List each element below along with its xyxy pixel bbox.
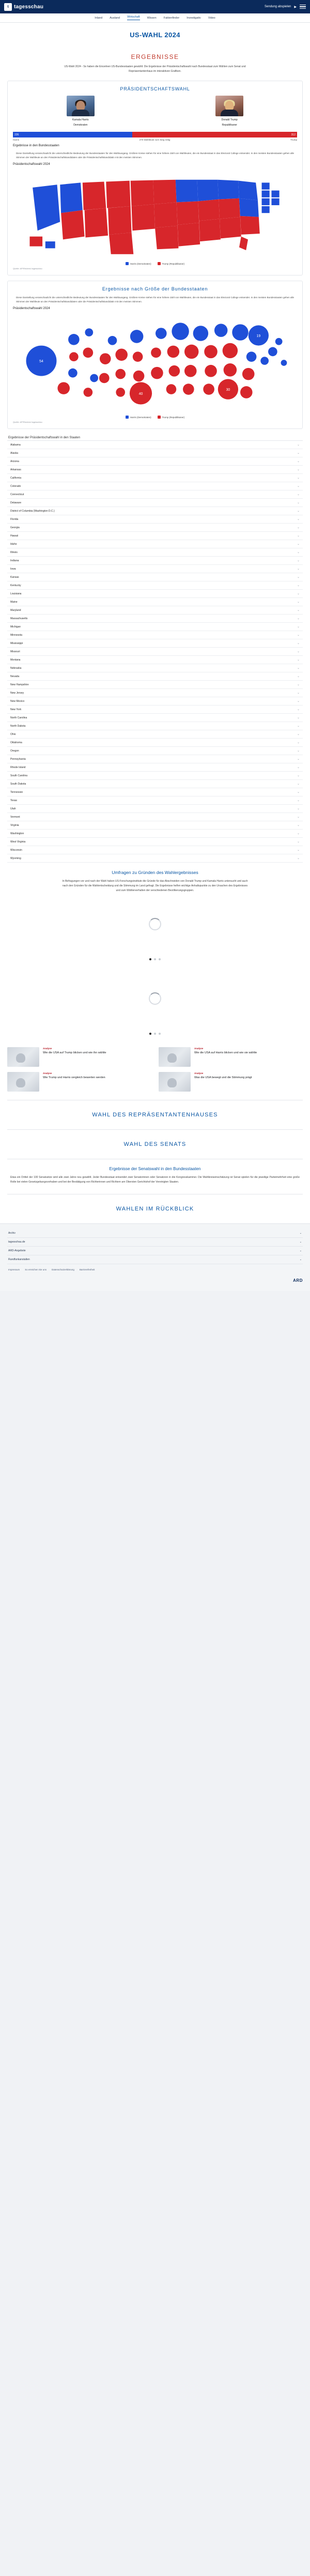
state-name: New Hampshire [10,683,29,686]
senate-heading: WAHL DES SENATS [123,1141,187,1148]
teaser-headline: Wie die USA auf Trump blicken und wie ihn wählte [43,1051,106,1055]
state-accordion-item[interactable] [7,747,303,755]
chevron-down-icon[interactable]: ⌄ [297,576,300,579]
bubble-legend-harris [126,416,151,419]
electoral-bar-trump: 312 [132,132,297,137]
state-name: Connecticut [10,493,24,496]
legend-harris: Harris [13,139,19,141]
state-accordion-item[interactable] [7,507,303,515]
us-map-svg [13,168,297,261]
state-accordion-item[interactable] [7,830,303,838]
electoral-bar [13,132,297,137]
state-accordion-item[interactable] [7,540,303,548]
candidate-name: Kamala Harris [72,118,89,121]
chevron-down-icon[interactable]: ⌄ [297,510,300,513]
candidates-row [13,96,297,127]
bubble-description: Diese Darstellung veranschaulicht die unterschiedliche Bedeutung der Bundesstaaten für den Wahlausgang. Größere Kreise stehen für eine höhere Zahl von Wahlleuten, die ein Bundesstaat in das Electoral College entsendet. In den meisten Bundesstaaten gehen alle Stimmen der Wahlleute an den Präsidentschaftskandidaten oder die Präsidentschaftskandidatin mit den meisten Stimmen. [16,296,294,303]
state-accordion-item[interactable] [7,772,303,780]
nav-item-ausland[interactable]: Ausland [110,16,120,20]
logo-letter: t [7,5,9,9]
footer-link[interactable]: So erreichen Sie uns [25,1268,47,1271]
teaser-headline: Was die USA bewegt und die Stimmung prägt [194,1076,252,1080]
logo-mark-icon [4,3,12,11]
footer-link[interactable]: Datenschutzerklärung [52,1268,74,1271]
retrospect-section [0,1194,310,1223]
presidential-card [7,81,303,275]
polls-heading: Umfragen zu Gründen des Wahlergebnisses [112,870,198,876]
state-accordion-item[interactable] [7,788,303,796]
candidate-harris [17,96,144,127]
chevron-down-icon[interactable]: ⌄ [297,700,300,703]
chevron-down-icon[interactable]: ⌄ [297,625,300,629]
state-accordion-item[interactable] [7,755,303,763]
state-name: South Dakota [10,782,26,786]
teaser-thumbnail [159,1047,191,1067]
chevron-down-icon[interactable]: ⌄ [297,799,300,803]
chevron-down-icon[interactable]: ⌄ [297,634,300,637]
state-name: Maryland [10,608,21,612]
chevron-down-icon[interactable]: ⌄ [297,692,300,695]
state-accordion-item[interactable] [7,706,303,714]
chevron-down-icon[interactable]: ⌄ [297,658,300,662]
state-name: Kansas [10,575,19,579]
footer-link[interactable]: Impressum [8,1268,20,1271]
state-name: Wyoming [10,856,21,860]
chevron-down-icon[interactable]: ⌄ [297,849,300,852]
state-name: Minnesota [10,633,23,637]
chevron-down-icon[interactable]: ⌄ [299,1249,302,1253]
state-accordion-item[interactable] [7,606,303,615]
footer-link[interactable]: Barrierefreiheit [79,1268,95,1271]
chevron-down-icon[interactable]: ⌄ [297,526,300,530]
house-heading: WAHL DES REPRÄSENTANTENHAUSES [92,1112,218,1118]
chevron-down-icon[interactable]: ⌄ [297,749,300,753]
chevron-down-icon[interactable]: ⌄ [297,716,300,720]
state-accordion-item[interactable] [7,474,303,482]
avatar [215,96,243,116]
state-accordion-item[interactable] [7,457,303,466]
bubble-legend-trump [158,416,185,419]
state-name: Tennessee [10,790,23,794]
chevron-down-icon[interactable]: ⌄ [297,816,300,819]
chevron-down-icon[interactable]: ⌄ [297,584,300,588]
footer-section-row[interactable] [7,1238,303,1247]
map-legend-trump [158,262,185,265]
teaser-thumbnail [7,1072,39,1092]
state-accordion-item[interactable] [7,631,303,639]
state-accordion-item[interactable] [7,846,303,854]
chevron-down-icon[interactable]: ⌄ [297,609,300,612]
presidential-heading: PRÄSIDENTSCHAFTSWAHL [120,86,190,91]
state-accordion-item[interactable] [7,689,303,697]
state-accordion-item[interactable] [7,730,303,739]
legend-swatch-red [158,416,161,419]
legend-label: Trump (Republikaner) [162,416,185,419]
carousel-dot[interactable] [154,958,156,960]
carousel-dot[interactable] [159,958,161,960]
footer-section-label: ARD-Angebote [8,1249,26,1253]
teaser-card[interactable] [159,1047,303,1067]
chevron-down-icon[interactable]: ⌄ [297,766,300,770]
us-bubble-cartogram[interactable] [13,311,297,415]
state-name: Colorado [10,484,21,488]
chevron-down-icon[interactable]: ⌄ [297,543,300,546]
chevron-down-icon[interactable]: ⌄ [297,559,300,563]
state-name: Idaho [10,542,17,546]
state-accordion-item[interactable] [7,838,303,846]
top-bar [0,0,310,13]
chevron-down-icon[interactable]: ⌄ [299,1240,302,1244]
state-name: District of Columbia (Washington D.C.) [10,509,55,513]
teaser-card[interactable] [159,1072,303,1092]
chevron-down-icon[interactable]: ⌄ [297,840,300,844]
retrospect-heading: WAHLEN IM RÜCKBLICK [116,1206,194,1213]
state-accordion-item[interactable] [7,441,303,449]
ard-logo: ARD [293,1278,303,1283]
chevron-down-icon[interactable]: ⌄ [297,642,300,646]
state-name: Oklahoma [10,741,22,744]
chevron-down-icon[interactable]: ⌄ [297,592,300,596]
hamburger-menu-icon[interactable] [300,5,306,9]
polls-section [0,863,310,1044]
chevron-down-icon[interactable]: ⌄ [297,725,300,728]
chevron-down-icon[interactable]: ⌄ [297,667,300,670]
carousel-dot[interactable] [149,958,151,960]
avatar [67,96,95,116]
results-intro: US-Wahl 2024 - So haben die Einzelnen US-Bundesstaaten gewählt: Die Ergebnisse der Präsidentschaftswahl nach Bundesstaat zum Wählen zum Senat und Repräsentantenhaus im interaktiven Grafiken. [64,65,246,73]
carousel-dot[interactable] [154,1033,156,1035]
main-nav [0,13,310,23]
electoral-bar-legend [13,139,297,141]
chevron-down-icon[interactable]: ⌄ [297,733,300,737]
chevron-down-icon[interactable]: ⌄ [297,501,300,505]
state-accordion-item[interactable] [7,524,303,532]
nav-item-investigativ[interactable]: Investigativ [187,16,201,20]
state-name: Montana [10,658,21,662]
state-name: Missouri [10,650,20,653]
map-section-description: Diese Darstellung veranschaulicht die unterschiedliche Bedeutung der Bundesstaaten für den Wahlausgang. Größere Kreise stehen für eine höhere Zahl von Wahlleuten, die ein Bundesstaat in das Electoral College entsendet. In den meisten Bundesstaaten gehen alle Stimmen der Wahlleute an den Präsidentschaftskandidaten oder die Präsidentschaftskandidatin mit den meisten Stimmen. [16,152,294,159]
results-heading: ERGEBNISSE [131,53,179,60]
bubble-source: Quelle: AP/Reuters/ tagesschau [13,421,42,424]
state-accordion-item[interactable] [7,623,303,631]
state-name: South Carolina [10,774,28,777]
nav-item-faktenfinder[interactable]: Faktenfinder [163,16,180,20]
footer-section-label: Archiv [8,1232,16,1235]
state-name: Rhode Island [10,765,26,769]
chevron-down-icon[interactable]: ⌄ [297,460,300,464]
state-accordion-item[interactable] [7,565,303,573]
state-accordion-item[interactable] [7,681,303,689]
chevron-down-icon[interactable]: ⌄ [297,675,300,679]
state-name: New Jersey [10,691,24,695]
legend-swatch-blue [126,262,129,265]
nav-item-inland[interactable]: Inland [95,16,103,20]
senate-results-title: Ergebnisse der Senatswahl in den Bundesstaaten [109,1167,201,1172]
candidate-name: Donald Trump [221,118,238,121]
nav-item-wirtschaft[interactable]: Wirtschaft [127,16,140,20]
chevron-down-icon[interactable]: ⌄ [297,791,300,794]
state-accordion-item[interactable] [7,515,303,524]
senate-section [0,1130,310,1159]
chevron-down-icon[interactable]: ⌄ [297,601,300,604]
state-name: Florida [10,517,19,521]
state-accordion-item[interactable] [7,548,303,557]
chevron-down-icon[interactable]: ⌄ [297,824,300,827]
state-name: North Dakota [10,724,26,728]
state-accordion-item[interactable] [7,656,303,664]
brand-logo[interactable] [4,3,43,11]
state-name: Illinois [10,550,18,554]
legend-needed: 270 Wahlleute zum Sieg nötig [139,139,171,141]
teaser-kicker: Analyse [43,1072,52,1075]
bubble-card [7,281,303,429]
chevron-down-icon[interactable]: ⌄ [297,477,300,480]
state-accordion-item[interactable] [7,648,303,656]
legend-swatch-blue [126,416,129,419]
teaser-kicker: Analyse [43,1047,52,1050]
state-name: Alabama [10,443,21,447]
bubble-svg [13,311,297,415]
chevron-down-icon[interactable]: ⌄ [297,518,300,522]
state-name: Georgia [10,526,20,529]
house-section [0,1100,310,1129]
teaser-thumbnail [159,1072,191,1092]
state-accordion-item[interactable] [7,573,303,581]
state-name: Michigan [10,625,21,628]
state-accordion-item[interactable] [7,639,303,648]
carousel-dot[interactable] [149,1033,151,1035]
state-accordion-item[interactable] [7,466,303,474]
teaser-headline: Wie die USA auf Harris blicken und wie sie wählte [194,1051,257,1055]
state-name: Alaska [10,451,19,455]
state-accordion-item[interactable] [7,722,303,730]
chevron-down-icon[interactable]: ⌄ [299,1258,302,1262]
svg-text:19: 19 [256,334,261,339]
map-chart-label: Präsidentschaftswahl 2024 [13,163,50,166]
state-name: New York [10,708,22,711]
teaser-kicker: Analyse [194,1072,204,1075]
chevron-down-icon[interactable]: ⌄ [297,485,300,488]
state-accordion-item[interactable] [7,739,303,747]
state-accordion-item[interactable] [7,796,303,805]
teaser-grid [0,1044,310,1100]
footer-section-row[interactable] [7,1255,303,1264]
chevron-down-icon[interactable]: ⌄ [297,468,300,472]
page-title: US-WAHL 2024 [130,31,180,39]
chevron-down-icon[interactable]: ⌄ [297,650,300,654]
chevron-down-icon[interactable]: ⌄ [297,617,300,621]
state-name: Maine [10,600,18,604]
top-bar-right [265,5,306,9]
state-accordion-item[interactable] [7,581,303,590]
state-name: Washington [10,832,24,835]
state-name: Indiana [10,559,19,562]
footer-bottom [7,1271,303,1283]
legend-label: Harris (Demokraten) [130,416,151,419]
state-accordion-item[interactable] [7,714,303,722]
state-accordion-item[interactable] [7,482,303,490]
state-name: Wisconsin [10,848,22,852]
state-accordion-item[interactable] [7,449,303,457]
play-icon[interactable]: ▶ [294,5,297,9]
svg-text:40: 40 [138,392,143,396]
state-accordion-item[interactable] [7,821,303,830]
footer-sections [7,1229,303,1264]
state-accordion-item[interactable] [7,813,303,821]
bubble-legend [13,416,297,419]
legend-trump: Trump [290,139,297,141]
footer-section-row[interactable] [7,1229,303,1238]
bubble-heading: Ergebnisse nach Größe der Bundesstaaten [102,286,208,292]
chevron-down-icon[interactable]: ⌄ [297,807,300,811]
state-name: Texas [10,799,18,802]
state-accordion-item[interactable] [7,532,303,540]
state-name: North Carolina [10,716,27,719]
results-section-head [0,44,310,75]
footer-section-label: tagesschau.de [8,1240,25,1244]
state-accordion-item[interactable] [7,780,303,788]
polls-loading-2 [0,968,310,1030]
footer-section-label: Rundfunkanstalten [8,1258,30,1262]
state-accordion-item[interactable] [7,805,303,813]
state-name: Massachusetts [10,617,28,620]
teaser-kicker: Analyse [194,1047,204,1050]
chevron-down-icon[interactable]: ⌄ [297,452,300,455]
state-name: Vermont [10,815,20,819]
state-accordion-item[interactable] [7,854,303,863]
state-accordion-item[interactable] [7,490,303,499]
polls-loading-1 [0,893,310,955]
state-name: Iowa [10,567,16,571]
electoral-bar-harris: 226 [13,132,132,137]
states-section [0,436,310,863]
bubble-chart-label: Präsidentschaftswahl 2024 [13,307,50,311]
state-accordion-item[interactable] [7,557,303,565]
map-legend-harris [126,262,151,265]
chevron-down-icon[interactable]: ⌄ [297,551,300,555]
state-name: Virginia [10,823,19,827]
svg-text:30: 30 [226,388,230,392]
states-accordion [7,440,303,863]
states-list-title: Ergebnisse der Präsidentschaftswahl in den Staaten [8,436,81,440]
state-name: Utah [10,807,16,810]
brand-name: tagesschau [14,4,44,10]
teaser-headline: Wie Trump und Harris vergleich bewerten werden [43,1076,105,1080]
nav-item-video[interactable]: Video [208,16,215,20]
legend-label: Harris (Demokraten) [130,262,151,265]
chevron-down-icon[interactable]: ⌄ [297,783,300,786]
state-name: Pennsylvania [10,757,26,761]
carousel-dots-2[interactable] [0,1030,310,1042]
footer-links [7,1264,303,1271]
state-name: Oregon [10,749,19,753]
state-accordion-item[interactable] [7,499,303,507]
page-title-band [0,23,310,44]
teaser-card[interactable] [7,1072,151,1092]
chevron-down-icon[interactable]: ⌄ [299,1232,302,1235]
state-name: Hawaii [10,534,19,538]
state-accordion-item[interactable] [7,590,303,598]
state-accordion-item[interactable] [7,615,303,623]
state-accordion-item[interactable] [7,664,303,672]
state-name: Delaware [10,501,22,504]
chevron-down-icon[interactable]: ⌄ [297,493,300,497]
chevron-down-icon[interactable]: ⌄ [297,534,300,538]
state-name: Kentucky [10,584,21,587]
teaser-card[interactable] [7,1047,151,1067]
state-name: West Virginia [10,840,26,844]
us-electoral-map[interactable] [13,168,297,261]
chevron-down-icon[interactable]: ⌄ [297,683,300,687]
state-accordion-item[interactable] [7,697,303,706]
state-accordion-item[interactable] [7,672,303,681]
map-legend [13,262,297,265]
state-name: New Mexico [10,699,25,703]
chevron-down-icon[interactable]: ⌄ [297,832,300,836]
carousel-dots-1[interactable] [0,955,310,968]
loading-spinner-icon [149,918,161,930]
chevron-down-icon[interactable]: ⌄ [297,443,300,447]
loading-spinner-icon [149,992,161,1005]
senate-results-block [0,1159,310,1194]
state-name: Mississippi [10,641,23,645]
carousel-dot[interactable] [159,1033,161,1035]
chevron-down-icon[interactable]: ⌄ [297,708,300,712]
senate-results-text: Etwa ein Drittel der 100 Senatssitze wird alle zwei Jahre neu gewählt. Jeder Bundesstaat entsendet zwei Senatorinnen oder Senatoren in die Kongresskammer. Die Wahlkreiseinschätzung ist Senat spielen für die jeweilige Parteimehrheit eine große Rolle bei vielen Gesetzgebungsvorhaben und bei der Bestätigung von Richterinnen und Richtern am Obersten Gerichtshof der Vereinigten Staaten. [10,1176,300,1184]
chevron-down-icon[interactable]: ⌄ [297,758,300,761]
chevron-down-icon[interactable]: ⌄ [297,857,300,861]
map-section-title: Ergebnisse in den Bundesstaaten [13,144,59,147]
candidate-party: Demokraten [73,124,88,127]
state-name: Ohio [10,732,16,736]
chevron-down-icon[interactable]: ⌄ [297,568,300,571]
chevron-down-icon[interactable]: ⌄ [297,774,300,778]
candidate-party: Republikaner [222,124,237,127]
state-accordion-item[interactable] [7,598,303,606]
footer-section-row[interactable] [7,1247,303,1255]
state-name: Louisiana [10,592,22,595]
state-name: California [10,476,22,480]
nav-item-wissen[interactable]: Wissen [147,16,157,20]
state-name: Nevada [10,674,20,678]
map-source: Quelle: AP/Reuters/ tagesschau [13,267,42,270]
svg-text:54: 54 [39,360,43,364]
state-name: Arizona [10,459,19,463]
footer [0,1223,310,1291]
polls-description: In Befragungen vor und nach der Wahl haben US-Forschungsinstitute die Gründe für das Abschneiden von Donald Trump und Kamala Harris untersucht und auch nach den Gründen für die Wahlentscheidung und die Stimmung im Land gefragt. Die Ergebnisse helfen wichtige Anhaltspunkte zu den Ursachen des Ergebnisses und zum Wählerverhalten der verschiedenen Bevölkerungsgruppen. [62,880,248,893]
teaser-thumbnail [7,1047,39,1067]
state-accordion-item[interactable] [7,763,303,772]
state-name: Nebraska [10,666,22,670]
legend-swatch-red [158,262,161,265]
legend-label: Trump (Republikaner) [162,262,185,265]
chevron-down-icon[interactable]: ⌄ [297,741,300,745]
state-name: Arkansas [10,468,21,471]
candidate-trump [166,96,293,127]
play-sendung-label[interactable]: Sendung abspielen [264,5,291,8]
